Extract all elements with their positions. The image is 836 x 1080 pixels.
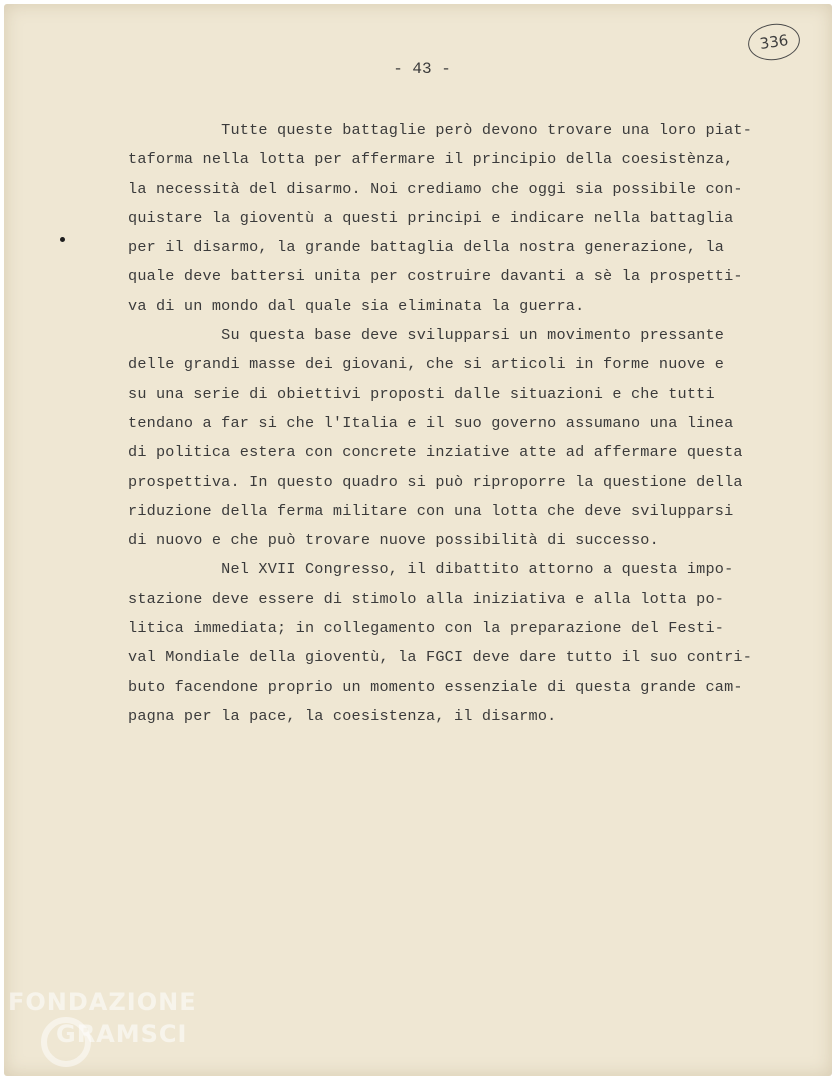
- document-page: [4, 4, 832, 1076]
- text-line: Su questa base deve svilupparsi un movimento pressante: [128, 326, 725, 345]
- text-line: taforma nella lotta per affermare il principio della coesistènza,: [128, 150, 734, 169]
- page-number: - 43 -: [393, 60, 451, 78]
- text-line: litica immediata; in collegamento con la preparazione del Festi-: [128, 619, 725, 638]
- margin-mark: [60, 237, 65, 242]
- watermark-line-2: GRAMSCI: [56, 1020, 188, 1048]
- text-line: riduzione della ferma militare con una lotta che deve svilupparsi: [128, 501, 734, 520]
- text-line: per il disarmo, la grande battaglia della nostra generazione, la: [128, 238, 725, 257]
- text-line: delle grandi masse dei giovani, che si articoli in forme nuove e: [128, 355, 725, 374]
- text-line: pagna per la pace, la coesistenza, il disarmo.: [128, 706, 557, 725]
- text-line: di nuovo e che può trovare nuove possibilità di successo.: [128, 531, 659, 550]
- text-line: Nel XVII Congresso, il dibattito attorno a questa impo-: [128, 560, 734, 579]
- text-line: stazione deve essere di stimolo alla iniziativa e alla lotta po-: [128, 589, 725, 608]
- fondazione-gramsci-watermark: [8, 984, 208, 1074]
- text-line: di politica estera con concrete inziative atte ad affermare questa: [128, 443, 743, 462]
- text-line: buto facendone proprio un momento essenziale di questa grande cam-: [128, 677, 743, 696]
- text-line: la necessità del disarmo. Noi crediamo che oggi sia possibile con-: [128, 179, 743, 198]
- watermark-line-1: FONDAZIONE: [8, 988, 197, 1016]
- text-line: quistare la gioventù a questi principi e indicare nella battaglia: [128, 208, 734, 227]
- text-line: quale deve battersi unita per costruire davanti a sè la prospetti-: [128, 267, 743, 286]
- text-line: tendano a far si che l'Italia e il suo governo assumano una linea: [128, 413, 734, 432]
- text-line: su una serie di obiettivi proposti dalle situazioni e che tutti: [128, 384, 715, 403]
- text-line: prospettiva. In questo quadro si può riproporre la questione della: [128, 472, 743, 491]
- body-text: [128, 116, 800, 731]
- archive-number-stamp: 336: [746, 21, 803, 64]
- text-line: va di un mondo dal quale sia eliminata la guerra.: [128, 296, 585, 315]
- text-line: Tutte queste battaglie però devono trovare una loro piat-: [128, 121, 753, 139]
- text-line: val Mondiale della gioventù, la FGCI deve dare tutto il suo contri-: [128, 648, 753, 667]
